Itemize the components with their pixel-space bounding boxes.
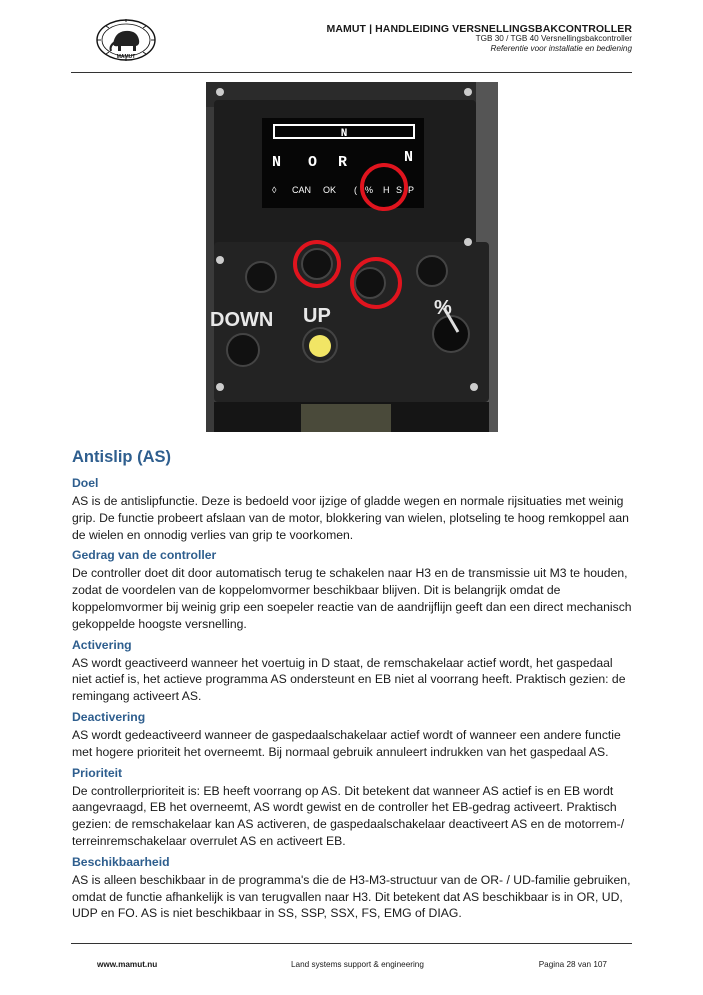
subheading-gedrag: Gedrag van de controller [72, 548, 217, 563]
display-label: P [408, 185, 415, 195]
display-label: S [396, 185, 403, 195]
subheading-deactivering: Deactivering [72, 709, 146, 724]
paragraph-beschikbaarheid: AS is alleen beschikbaar in de programma's die de H3-M3-structuur van de OR- / UD-familie gebruiken, omdat de functie afhankelijk is van terugvallen naar H3. Dit betekent dat AS beschikbaar is in OR, UD, UDP en FO. AS is niet beschikbaar in SS, SSP, SSX, FS, EMG of DIAG. [72, 872, 631, 921]
page-header [326, 24, 632, 54]
document-title: MAMUT | HANDLEIDING VERSNELLINGSBAKCONTROLLER [326, 23, 632, 35]
paragraph-gedrag: De controller doet dit door automatisch terug te schakelen naar H3 en de transmissie uit M3 te houden, zodat de voordelen van de koppelomvormer beschikbaar blijven. Dit is belangrijk omdat de koppelomvormer bij weinig grip een soepeler reactie van de aandrijflijn geeft dan een direct mechanisch gekoppelde hoogste versnelling. [72, 566, 632, 631]
paragraph-prioriteit: De controllerprioriteit is: EB heeft voorrang op AS. Dit betekent dat wanneer AS actief is en EB wordt aangevraagd, EB het overneemt, AS wordt gewist en de controller het EB-gedrag activeert. Praktisch gezien: de remschakelaar kan AS activeren, de gaspedaalschakelaar deactiveert AS en de motorrem-/ terreinremschakelaar overrulet AS en activeert EB. [72, 783, 625, 848]
display-letter: N [272, 154, 282, 171]
controller-photo [206, 82, 498, 432]
footer-divider [71, 943, 632, 944]
subheading-activering: Activering [72, 637, 132, 652]
page-number: Pagina 28 van 107 [538, 960, 607, 969]
svg-text:MAMUT: MAMUT [116, 54, 136, 60]
section-title: Antislip (AS) [72, 448, 171, 466]
display-letter: R [338, 154, 348, 171]
subheading-prioriteit: Prioriteit [72, 765, 123, 780]
display-label: ( [354, 185, 357, 195]
subheading-beschikbaarheid: Beschikbaarheid [72, 854, 170, 869]
display-label: CAN [292, 185, 312, 195]
display-letter: O [308, 154, 318, 171]
display-label: H [383, 185, 390, 195]
footer-tagline: Land systems support & engineering [291, 960, 424, 969]
paragraph-deactivering: AS wordt gedeactiveerd wanneer de gaspedaalschakelaar actief wordt of wanneer een andere functie met hogere prioriteit het overneemt. Bij normaal gebruik annuleert indrukken van het gaspedaal AS. [72, 727, 621, 759]
footer-website-link[interactable]: www.mamut.nu [97, 960, 158, 969]
panel-label-percent: % [434, 297, 452, 319]
main-content [72, 448, 634, 922]
display-label: ◊ [272, 185, 277, 195]
mamut-logo [95, 18, 157, 62]
panel-label-up: UP [303, 305, 331, 327]
display-label: % [365, 185, 374, 195]
paragraph-doel: AS is de antislipfunctie. Deze is bedoeld voor ijzige of gladde wegen en normale rijsituaties met weinig grip. De functie probeert afslaan van de motor, blokkering van wielen, plotseling te hoog remkoppel aan de wielen en onnodig verlies van grip te voorkomen. [72, 494, 629, 542]
display-letter: N [404, 149, 414, 166]
document-subtitle: TGB 30 / TGB 40 Versnellingsbakcontroller [475, 34, 632, 43]
display-label: OK [323, 185, 337, 195]
header-divider [71, 72, 632, 73]
subheading-doel: Doel [72, 476, 99, 490]
document-reference: Referentie voor installatie en bediening [490, 44, 632, 53]
display-gear-top: N [340, 128, 348, 140]
panel-label-down: DOWN [210, 309, 274, 331]
paragraph-activering: AS wordt geactiveerd wanneer het voertuig in D staat, de remschakelaar actief wordt, het gaspedaal niet actief is, het actieve programma AS ondersteunt en EB niet al voorrang heeft. Praktisch gezien: de remingang activeert AS. [72, 655, 626, 704]
